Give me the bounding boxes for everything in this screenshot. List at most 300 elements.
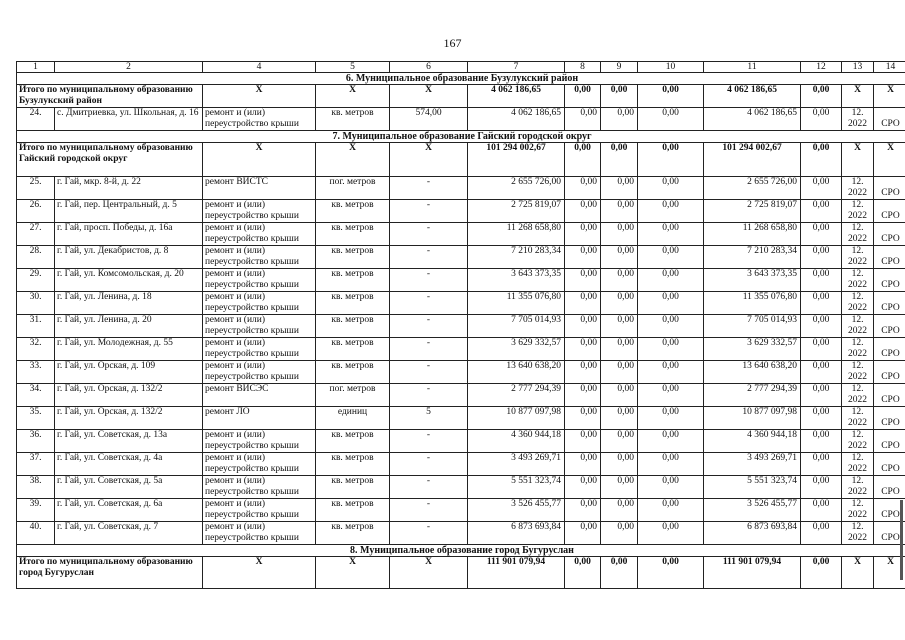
row-number: 25. xyxy=(17,177,55,200)
work-cell: ремонт и (или) переустройство крыши xyxy=(203,476,316,499)
c10-cell: 0,00 xyxy=(638,269,704,292)
qty-cell: - xyxy=(390,453,468,476)
c8-cell: 0,00 xyxy=(565,315,601,338)
total-cost-cell: 2 655 726,00 xyxy=(468,177,565,200)
table-row xyxy=(17,315,905,338)
total-cost-cell: 2 725 819,07 xyxy=(468,200,565,223)
unit-cell: кв. метров xyxy=(316,476,390,499)
address-cell: г. Гай, мкр. 8-й, д. 22 xyxy=(55,177,203,200)
row-number: 27. xyxy=(17,223,55,246)
table-row xyxy=(17,246,905,269)
column-number-cell: 9 xyxy=(601,62,638,73)
row-number: 35. xyxy=(17,407,55,430)
unit-cell: кв. метров xyxy=(316,200,390,223)
total-c8: 0,00 xyxy=(565,85,601,108)
c9-cell: 0,00 xyxy=(601,430,638,453)
c11-cell: 3 629 332,57 xyxy=(704,338,801,361)
total-c12: 0,00 xyxy=(801,85,842,108)
address-cell: г. Гай, ул. Советская, д. 7 xyxy=(55,522,203,545)
qty-cell: 5 xyxy=(390,407,468,430)
unit-cell: кв. метров xyxy=(316,269,390,292)
total-c13: X xyxy=(842,143,874,177)
c11-cell: 3 643 373,35 xyxy=(704,269,801,292)
qty-cell: - xyxy=(390,223,468,246)
c14-cell: СРО xyxy=(874,499,905,522)
total-cost-cell: 4 360 944,18 xyxy=(468,430,565,453)
total-c12: 0,00 xyxy=(801,557,842,589)
total-c11: 101 294 002,67 xyxy=(704,143,801,177)
address-cell: с. Дмитриевка, ул. Школьная, д. 16 xyxy=(55,108,203,131)
unit-cell: кв. метров xyxy=(316,108,390,131)
total-cost-cell: 3 629 332,57 xyxy=(468,338,565,361)
c12-cell: 0,00 xyxy=(801,177,842,200)
c8-cell: 0,00 xyxy=(565,384,601,407)
c9-cell: 0,00 xyxy=(601,200,638,223)
table-row xyxy=(17,269,905,292)
work-cell: ремонт и (или) переустройство крыши xyxy=(203,430,316,453)
total-c9: 0,00 xyxy=(601,85,638,108)
row-number: 31. xyxy=(17,315,55,338)
c9-cell: 0,00 xyxy=(601,292,638,315)
c9-cell: 0,00 xyxy=(601,108,638,131)
unit-cell: пог. метров xyxy=(316,177,390,200)
c9-cell: 0,00 xyxy=(601,407,638,430)
column-number-cell: 14 xyxy=(874,62,905,73)
work-cell: ремонт ВИСТС xyxy=(203,177,316,200)
c13-cell: 12. 2022 xyxy=(842,361,874,384)
qty-cell: - xyxy=(390,384,468,407)
qty-cell: - xyxy=(390,315,468,338)
c13-cell: 12. 2022 xyxy=(842,453,874,476)
row-number: 38. xyxy=(17,476,55,499)
c14-cell: СРО xyxy=(874,108,905,131)
c11-cell: 3 526 455,77 xyxy=(704,499,801,522)
total-c14: X xyxy=(874,557,905,589)
row-number: 33. xyxy=(17,361,55,384)
address-cell: г. Гай, ул. Орская, д. 132/2 xyxy=(55,384,203,407)
total-c10: 0,00 xyxy=(638,85,704,108)
total-c11: 111 901 079,94 xyxy=(704,557,801,589)
table-row xyxy=(17,453,905,476)
page-number: 167 xyxy=(443,36,462,50)
c14-cell: СРО xyxy=(874,453,905,476)
c10-cell: 0,00 xyxy=(638,246,704,269)
c10-cell: 0,00 xyxy=(638,338,704,361)
qty-cell: - xyxy=(390,430,468,453)
total-c12: 0,00 xyxy=(801,143,842,177)
c11-cell: 4 360 944,18 xyxy=(704,430,801,453)
c12-cell: 0,00 xyxy=(801,246,842,269)
address-cell: г. Гай, просп. Победы, д. 16а xyxy=(55,223,203,246)
total-total-cost: 111 901 079,94 xyxy=(468,557,565,589)
c10-cell: 0,00 xyxy=(638,315,704,338)
c8-cell: 0,00 xyxy=(565,476,601,499)
table-row xyxy=(17,430,905,453)
work-cell: ремонт ВИСЭС xyxy=(203,384,316,407)
c10-cell: 0,00 xyxy=(638,453,704,476)
qty-cell: - xyxy=(390,338,468,361)
column-number-cell: 5 xyxy=(316,62,390,73)
c11-cell: 3 493 269,71 xyxy=(704,453,801,476)
c8-cell: 0,00 xyxy=(565,453,601,476)
column-number-cell: 11 xyxy=(704,62,801,73)
address-cell: г. Гай, ул. Советская, д. 4а xyxy=(55,453,203,476)
c9-cell: 0,00 xyxy=(601,315,638,338)
c13-cell: 12. 2022 xyxy=(842,407,874,430)
unit-cell: кв. метров xyxy=(316,430,390,453)
column-number-cell: 7 xyxy=(468,62,565,73)
qty-cell: - xyxy=(390,522,468,545)
c14-cell: СРО xyxy=(874,407,905,430)
total-qty: X xyxy=(390,143,468,177)
c13-cell: 12. 2022 xyxy=(842,200,874,223)
work-cell: ремонт и (или) переустройство крыши xyxy=(203,361,316,384)
row-number: 29. xyxy=(17,269,55,292)
c9-cell: 0,00 xyxy=(601,499,638,522)
column-number-cell: 1 xyxy=(17,62,55,73)
total-c13: X xyxy=(842,85,874,108)
total-label: Итого по муниципальному образованию город Бугуруслан xyxy=(17,557,203,589)
work-cell: ремонт и (или) переустройство крыши xyxy=(203,338,316,361)
row-number: 36. xyxy=(17,430,55,453)
c14-cell: СРО xyxy=(874,338,905,361)
table-row xyxy=(17,361,905,384)
section-total-row xyxy=(17,557,905,589)
total-total-cost: 101 294 002,67 xyxy=(468,143,565,177)
c12-cell: 0,00 xyxy=(801,269,842,292)
c12-cell: 0,00 xyxy=(801,522,842,545)
address-cell: г. Гай, ул. Советская, д. 5а xyxy=(55,476,203,499)
work-cell: ремонт ЛО xyxy=(203,407,316,430)
column-number-cell: 4 xyxy=(203,62,316,73)
total-qty: X xyxy=(390,557,468,589)
total-c9: 0,00 xyxy=(601,557,638,589)
c9-cell: 0,00 xyxy=(601,223,638,246)
table-row xyxy=(17,384,905,407)
table-row xyxy=(17,223,905,246)
row-number: 32. xyxy=(17,338,55,361)
c14-cell: СРО xyxy=(874,384,905,407)
c13-cell: 12. 2022 xyxy=(842,246,874,269)
address-cell: г. Гай, ул. Молодежная, д. 55 xyxy=(55,338,203,361)
c12-cell: 0,00 xyxy=(801,407,842,430)
total-qty: X xyxy=(390,85,468,108)
c10-cell: 0,00 xyxy=(638,430,704,453)
c11-cell: 6 873 693,84 xyxy=(704,522,801,545)
row-number: 37. xyxy=(17,453,55,476)
c10-cell: 0,00 xyxy=(638,292,704,315)
c8-cell: 0,00 xyxy=(565,522,601,545)
c8-cell: 0,00 xyxy=(565,292,601,315)
total-cost-cell: 2 777 294,39 xyxy=(468,384,565,407)
table-row xyxy=(17,499,905,522)
column-number-cell: 2 xyxy=(55,62,203,73)
c14-cell: СРО xyxy=(874,269,905,292)
c8-cell: 0,00 xyxy=(565,407,601,430)
c9-cell: 0,00 xyxy=(601,522,638,545)
qty-cell: - xyxy=(390,269,468,292)
total-cost-cell: 5 551 323,74 xyxy=(468,476,565,499)
section-title: 6. Муниципальное образование Бузулукский район xyxy=(17,73,905,85)
c12-cell: 0,00 xyxy=(801,315,842,338)
c13-cell: 12. 2022 xyxy=(842,223,874,246)
c9-cell: 0,00 xyxy=(601,453,638,476)
total-c11: 4 062 186,65 xyxy=(704,85,801,108)
c13-cell: 12. 2022 xyxy=(842,499,874,522)
work-cell: ремонт и (или) переустройство крыши xyxy=(203,315,316,338)
c13-cell: 12. 2022 xyxy=(842,315,874,338)
c9-cell: 0,00 xyxy=(601,269,638,292)
qty-cell: - xyxy=(390,292,468,315)
c13-cell: 12. 2022 xyxy=(842,384,874,407)
column-number-cell: 13 xyxy=(842,62,874,73)
c12-cell: 0,00 xyxy=(801,430,842,453)
total-unit: X xyxy=(316,85,390,108)
c10-cell: 0,00 xyxy=(638,384,704,407)
unit-cell: пог. метров xyxy=(316,384,390,407)
c12-cell: 0,00 xyxy=(801,453,842,476)
table-row xyxy=(17,177,905,200)
c13-cell: 12. 2022 xyxy=(842,108,874,131)
c14-cell: СРО xyxy=(874,292,905,315)
c8-cell: 0,00 xyxy=(565,499,601,522)
qty-cell: - xyxy=(390,177,468,200)
c9-cell: 0,00 xyxy=(601,476,638,499)
total-cost-cell: 3 643 373,35 xyxy=(468,269,565,292)
total-c8: 0,00 xyxy=(565,557,601,589)
section-total-row xyxy=(17,143,905,177)
c8-cell: 0,00 xyxy=(565,361,601,384)
work-cell: ремонт и (или) переустройство крыши xyxy=(203,292,316,315)
address-cell: г. Гай, ул. Советская, д. 13а xyxy=(55,430,203,453)
total-cost-cell: 7 210 283,34 xyxy=(468,246,565,269)
section-title: 8. Муниципальное образование город Бугуруслан xyxy=(17,545,905,557)
address-cell: г. Гай, пер. Центральный, д. 5 xyxy=(55,200,203,223)
c8-cell: 0,00 xyxy=(565,430,601,453)
c13-cell: 12. 2022 xyxy=(842,292,874,315)
c14-cell: СРО xyxy=(874,430,905,453)
row-number: 30. xyxy=(17,292,55,315)
total-label: Итого по муниципальному образованию Бузулукский район xyxy=(17,85,203,108)
c11-cell: 2 725 819,07 xyxy=(704,200,801,223)
c11-cell: 2 777 294,39 xyxy=(704,384,801,407)
total-cost-cell: 11 355 076,80 xyxy=(468,292,565,315)
c8-cell: 0,00 xyxy=(565,200,601,223)
c11-cell: 2 655 726,00 xyxy=(704,177,801,200)
section-title-row xyxy=(17,73,905,85)
unit-cell: кв. метров xyxy=(316,361,390,384)
total-work: X xyxy=(203,143,316,177)
c11-cell: 11 355 076,80 xyxy=(704,292,801,315)
total-cost-cell: 3 526 455,77 xyxy=(468,499,565,522)
section-title-row xyxy=(17,545,905,557)
unit-cell: кв. метров xyxy=(316,292,390,315)
c10-cell: 0,00 xyxy=(638,361,704,384)
address-cell: г. Гай, ул. Орская, д. 109 xyxy=(55,361,203,384)
total-c8: 0,00 xyxy=(565,143,601,177)
c12-cell: 0,00 xyxy=(801,292,842,315)
qty-cell: - xyxy=(390,200,468,223)
total-c10: 0,00 xyxy=(638,557,704,589)
c12-cell: 0,00 xyxy=(801,200,842,223)
row-number: 34. xyxy=(17,384,55,407)
work-cell: ремонт и (или) переустройство крыши xyxy=(203,200,316,223)
c14-cell: СРО xyxy=(874,361,905,384)
work-cell: ремонт и (или) переустройство крыши xyxy=(203,108,316,131)
unit-cell: единиц xyxy=(316,407,390,430)
work-cell: ремонт и (или) переустройство крыши xyxy=(203,499,316,522)
c10-cell: 0,00 xyxy=(638,223,704,246)
scan-edge-mark xyxy=(900,500,903,580)
c13-cell: 12. 2022 xyxy=(842,269,874,292)
c9-cell: 0,00 xyxy=(601,246,638,269)
work-cell: ремонт и (или) переустройство крыши xyxy=(203,522,316,545)
c8-cell: 0,00 xyxy=(565,269,601,292)
c12-cell: 0,00 xyxy=(801,361,842,384)
address-cell: г. Гай, ул. Советская, д. 6а xyxy=(55,499,203,522)
c11-cell: 13 640 638,20 xyxy=(704,361,801,384)
c14-cell: СРО xyxy=(874,476,905,499)
column-number-cell: 10 xyxy=(638,62,704,73)
total-cost-cell: 10 877 097,98 xyxy=(468,407,565,430)
c10-cell: 0,00 xyxy=(638,476,704,499)
section-total-row xyxy=(17,85,905,108)
unit-cell: кв. метров xyxy=(316,522,390,545)
c12-cell: 0,00 xyxy=(801,223,842,246)
work-cell: ремонт и (или) переустройство крыши xyxy=(203,269,316,292)
total-work: X xyxy=(203,557,316,589)
c12-cell: 0,00 xyxy=(801,476,842,499)
c10-cell: 0,00 xyxy=(638,108,704,131)
qty-cell: - xyxy=(390,499,468,522)
total-unit: X xyxy=(316,143,390,177)
c10-cell: 0,00 xyxy=(638,407,704,430)
c9-cell: 0,00 xyxy=(601,384,638,407)
total-cost-cell: 6 873 693,84 xyxy=(468,522,565,545)
c14-cell: СРО xyxy=(874,246,905,269)
row-number: 24. xyxy=(17,108,55,131)
c11-cell: 7 210 283,34 xyxy=(704,246,801,269)
work-cell: ремонт и (или) переустройство крыши xyxy=(203,246,316,269)
c9-cell: 0,00 xyxy=(601,338,638,361)
table-row xyxy=(17,292,905,315)
qty-cell: 574,00 xyxy=(390,108,468,131)
c12-cell: 0,00 xyxy=(801,384,842,407)
work-cell: ремонт и (или) переустройство крыши xyxy=(203,453,316,476)
c12-cell: 0,00 xyxy=(801,108,842,131)
table-row xyxy=(17,476,905,499)
unit-cell: кв. метров xyxy=(316,246,390,269)
column-number-cell: 12 xyxy=(801,62,842,73)
c14-cell: СРО xyxy=(874,315,905,338)
c14-cell: СРО xyxy=(874,522,905,545)
qty-cell: - xyxy=(390,361,468,384)
c13-cell: 12. 2022 xyxy=(842,177,874,200)
work-cell: ремонт и (или) переустройство крыши xyxy=(203,223,316,246)
section-title-row xyxy=(17,131,905,143)
total-cost-cell: 7 705 014,93 xyxy=(468,315,565,338)
c11-cell: 5 551 323,74 xyxy=(704,476,801,499)
unit-cell: кв. метров xyxy=(316,315,390,338)
address-cell: г. Гай, ул. Комсомольская, д. 20 xyxy=(55,269,203,292)
total-cost-cell: 13 640 638,20 xyxy=(468,361,565,384)
total-work: X xyxy=(203,85,316,108)
total-c13: X xyxy=(842,557,874,589)
c13-cell: 12. 2022 xyxy=(842,338,874,361)
c10-cell: 0,00 xyxy=(638,177,704,200)
unit-cell: кв. метров xyxy=(316,223,390,246)
c13-cell: 12. 2022 xyxy=(842,522,874,545)
row-number: 40. xyxy=(17,522,55,545)
qty-cell: - xyxy=(390,476,468,499)
total-c10: 0,00 xyxy=(638,143,704,177)
row-number: 26. xyxy=(17,200,55,223)
c13-cell: 12. 2022 xyxy=(842,430,874,453)
c8-cell: 0,00 xyxy=(565,108,601,131)
c10-cell: 0,00 xyxy=(638,200,704,223)
c8-cell: 0,00 xyxy=(565,338,601,361)
unit-cell: кв. метров xyxy=(316,453,390,476)
column-number-cell: 6 xyxy=(390,62,468,73)
c8-cell: 0,00 xyxy=(565,177,601,200)
c11-cell: 10 877 097,98 xyxy=(704,407,801,430)
qty-cell: - xyxy=(390,246,468,269)
table-row xyxy=(17,200,905,223)
unit-cell: кв. метров xyxy=(316,338,390,361)
c8-cell: 0,00 xyxy=(565,223,601,246)
c13-cell: 12. 2022 xyxy=(842,476,874,499)
address-cell: г. Гай, ул. Орская, д. 132/2 xyxy=(55,407,203,430)
capital-repair-table xyxy=(16,61,905,589)
address-cell: г. Гай, ул. Ленина, д. 20 xyxy=(55,315,203,338)
table-row xyxy=(17,108,905,131)
address-cell: г. Гай, ул. Декабристов, д. 8 xyxy=(55,246,203,269)
section-title: 7. Муниципальное образование Гайский городской округ xyxy=(17,131,905,143)
total-cost-cell: 4 062 186,65 xyxy=(468,108,565,131)
c10-cell: 0,00 xyxy=(638,522,704,545)
total-cost-cell: 3 493 269,71 xyxy=(468,453,565,476)
c8-cell: 0,00 xyxy=(565,246,601,269)
total-c14: X xyxy=(874,143,905,177)
table-row xyxy=(17,407,905,430)
unit-cell: кв. метров xyxy=(316,499,390,522)
c12-cell: 0,00 xyxy=(801,499,842,522)
row-number: 39. xyxy=(17,499,55,522)
c12-cell: 0,00 xyxy=(801,338,842,361)
address-cell: г. Гай, ул. Ленина, д. 18 xyxy=(55,292,203,315)
total-c9: 0,00 xyxy=(601,143,638,177)
c9-cell: 0,00 xyxy=(601,361,638,384)
table-row xyxy=(17,338,905,361)
row-number: 28. xyxy=(17,246,55,269)
c11-cell: 11 268 658,80 xyxy=(704,223,801,246)
table-row xyxy=(17,522,905,545)
c14-cell: СРО xyxy=(874,223,905,246)
total-unit: X xyxy=(316,557,390,589)
c14-cell: СРО xyxy=(874,200,905,223)
total-total-cost: 4 062 186,65 xyxy=(468,85,565,108)
c11-cell: 7 705 014,93 xyxy=(704,315,801,338)
total-c14: X xyxy=(874,85,905,108)
c11-cell: 4 062 186,65 xyxy=(704,108,801,131)
c10-cell: 0,00 xyxy=(638,499,704,522)
total-label: Итого по муниципальному образованию Гайский городской округ xyxy=(17,143,203,177)
column-number-row xyxy=(17,62,905,73)
c9-cell: 0,00 xyxy=(601,177,638,200)
column-number-cell: 8 xyxy=(565,62,601,73)
c14-cell: СРО xyxy=(874,177,905,200)
total-cost-cell: 11 268 658,80 xyxy=(468,223,565,246)
